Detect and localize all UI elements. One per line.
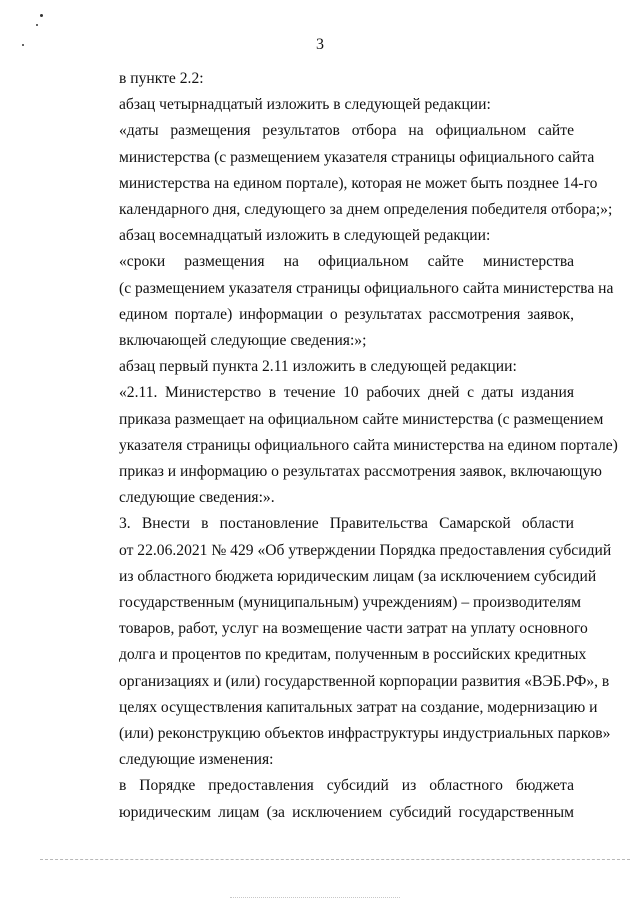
- text-line: следующие изменения:: [119, 751, 274, 769]
- text-line: приказ и информацию о результатах рассмотрения заявок, включающую: [119, 463, 602, 481]
- text-line: целях осуществления капитальных затрат на создание, модернизацию и: [119, 698, 598, 716]
- text-line: министерства (с размещением указателя страницы официального сайта: [119, 148, 595, 166]
- text-line: организациях и (или) государственной корпорации развития «ВЭБ.РФ», в: [119, 672, 610, 690]
- text-line: долга и процентов по кредитам, полученным в российских кредитных: [119, 646, 587, 664]
- text-line: (или) реконструкцию объектов инфраструктуры индустриальных парков»: [119, 725, 611, 743]
- paragraph: [83, 92, 574, 118]
- scan-speck: [36, 24, 38, 26]
- text-line: «сроки размещения на официальном сайте министерства: [119, 253, 574, 271]
- paragraph: [83, 511, 612, 773]
- text-line: абзац восемнадцатый изложить в следующей редакции:: [119, 227, 491, 245]
- text-line: из областного бюджета юридическим лицам (за исключением субсидий: [119, 567, 597, 585]
- text-line: в Порядке предоставления субсидий из областного бюджета: [119, 777, 574, 795]
- paragraph: [83, 380, 618, 511]
- text-line: юридическим лицам (за исключением субсидий государственным: [119, 803, 574, 821]
- text-line: от 22.06.2021 № 429 «Об утверждении Порядка предоставления субсидий: [119, 541, 612, 559]
- text-line: товаров, работ, услуг на возмещение части затрат на уплату основного: [119, 620, 588, 638]
- text-line: государственным (муниципальным) учреждениям) – производителям: [119, 594, 581, 612]
- text-line: 3. Внести в постановление Правительства Самарской области: [119, 515, 574, 533]
- text-line: включающей следующие сведения:»;: [119, 332, 367, 350]
- text-line: указателя страницы официального сайта министерства на едином портале): [119, 436, 618, 454]
- text-line: «2.11. Министерство в течение 10 рабочих дней с даты издания: [119, 384, 574, 402]
- text-line: едином портале) информации о результатах рассмотрения заявок,: [119, 305, 574, 323]
- paragraph: [83, 354, 574, 380]
- text-line: (с размещением указателя страницы официального сайта министерства на: [119, 279, 614, 297]
- text-line: абзац первый пункта 2.11 изложить в следующей редакции:: [119, 358, 517, 376]
- text-line: приказа размещает на официальном сайте министерства (с размещением: [119, 410, 604, 428]
- paragraph: [83, 249, 614, 354]
- paragraph: [83, 773, 574, 825]
- paragraph: [83, 66, 574, 92]
- text-line: следующие сведения:».: [119, 489, 275, 507]
- paragraph: [83, 223, 574, 249]
- text-line: абзац четырнадцатый изложить в следующей редакции:: [119, 96, 491, 114]
- scan-artifact-line: [40, 859, 630, 860]
- text-line: календарного дня, следующего за днем определения победителя отбора;»;: [119, 201, 613, 219]
- page-number: 3: [316, 36, 324, 53]
- scan-speck: [40, 14, 43, 17]
- document-body: [83, 66, 618, 826]
- paragraph: [83, 118, 613, 223]
- text-line: министерства на едином портале), которая не может быть позднее 14-го: [119, 174, 598, 192]
- text-line: «даты размещения результатов отбора на официальном сайте: [119, 122, 574, 140]
- text-line: в пункте 2.2:: [119, 70, 204, 87]
- scan-artifact-line: [230, 897, 400, 898]
